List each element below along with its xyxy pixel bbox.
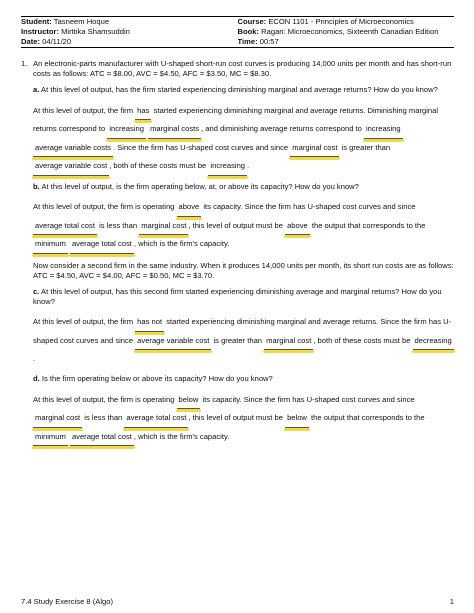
- page-number: 1: [449, 597, 454, 607]
- answer-blank[interactable]: minimum: [33, 235, 68, 254]
- answer-text: .: [33, 354, 36, 364]
- answer-blank[interactable]: average variable costs: [33, 139, 113, 158]
- answer-text: .: [247, 161, 250, 171]
- question-content: [21, 59, 454, 446]
- answer-blank[interactable]: marginal cost: [33, 409, 82, 428]
- answer-text: , this level of output must be: [188, 413, 283, 423]
- answer-blank[interactable]: average variable cost: [33, 157, 109, 176]
- part-a: [21, 85, 454, 176]
- part-d-label: d.: [33, 373, 40, 383]
- answer-blank[interactable]: average total cost: [70, 428, 134, 447]
- answer-blank[interactable]: has not: [135, 313, 164, 332]
- answer-blank[interactable]: average total cost: [33, 217, 97, 236]
- answer-text: is less than: [99, 220, 138, 230]
- part-a-label: a.: [33, 84, 40, 94]
- student-name: Tasneem Hoque: [53, 17, 110, 26]
- part-d-answer: [33, 391, 454, 447]
- part-c-question: [33, 287, 454, 307]
- answer-text: , both of these costs must be: [109, 161, 207, 171]
- answer-blank[interactable]: below: [177, 391, 201, 410]
- part-b-question-text: At this level of output, is the firm operating below, at, or above its capacity? How do you know?: [41, 181, 359, 191]
- answer-text: its capacity. Since the firm has U-shaped cost curves and since: [202, 394, 415, 404]
- answer-blank[interactable]: above: [177, 198, 202, 217]
- time-value: 00:57: [259, 37, 279, 46]
- course-cell: [238, 17, 455, 27]
- book-cell: [238, 27, 455, 37]
- answer-blank[interactable]: marginal cost: [139, 217, 188, 236]
- part-a-question: [33, 85, 454, 95]
- question-number: 1.: [21, 59, 28, 68]
- answer-text: the output that corresponds to the: [311, 220, 426, 230]
- part-c-answer: [33, 313, 454, 368]
- part-b-question: [33, 182, 454, 192]
- answer-text: , which is the firm's capacity.: [133, 239, 230, 249]
- part-c: [21, 287, 454, 368]
- answer-blank[interactable]: minimum: [33, 428, 68, 447]
- book-title: Ragan: Microeconomics, Sixteenth Canadian Edition: [261, 27, 439, 36]
- part-a-answer: [33, 102, 454, 176]
- part-d-question: [33, 374, 454, 384]
- answer-blank[interactable]: average total cost: [70, 235, 134, 254]
- answer-text: started experiencing diminishing marginal and average returns. Since the firm has U-shaped cost curves and since: [33, 317, 452, 345]
- student-cell: [21, 17, 238, 27]
- header-table: [21, 16, 454, 48]
- answer-blank[interactable]: average total cost: [124, 409, 188, 428]
- part-c-label: c.: [33, 286, 40, 296]
- time-cell: [238, 37, 455, 47]
- answer-blank[interactable]: marginal costs: [148, 120, 201, 139]
- page-footer: [21, 597, 454, 607]
- part-b-label: b.: [33, 181, 40, 191]
- answer-blank[interactable]: increasing: [208, 157, 247, 176]
- answer-text: . Since the firm has U-shaped cost curves and since: [112, 142, 289, 152]
- part-c-question-text: At this level of output, has this second firm started experiencing diminishing average and marginal returns? How do you know?: [33, 286, 442, 306]
- instructor-name: Mirttika Shamsuddin: [61, 27, 130, 36]
- answer-text: At this level of output, the firm is operating: [33, 202, 175, 212]
- answer-blank[interactable]: increasing: [107, 120, 146, 139]
- course-name: ECON 1101 - Principles of Microeconomics: [268, 17, 414, 26]
- answer-text: its capacity. Since the firm has U-shaped cost curves and since: [203, 202, 416, 212]
- part-d-question-text: Is the firm operating below or above its capacity? How do you know?: [41, 373, 273, 383]
- date-cell: [21, 37, 238, 47]
- answer-blank[interactable]: has: [135, 102, 151, 121]
- answer-text: , both of these costs must be: [313, 335, 411, 345]
- part-b-answer: [33, 198, 454, 254]
- answer-blank[interactable]: marginal cost: [264, 332, 313, 351]
- part-a-question-text: At this level of output, has the firm started experiencing diminishing marginal and average returns? How do you know?: [41, 84, 438, 94]
- part-b: [21, 182, 454, 281]
- answer-blank[interactable]: increasing: [364, 120, 403, 139]
- question-1: [21, 59, 454, 79]
- answer-blank[interactable]: decreasing: [413, 332, 454, 351]
- date-label: Date:: [21, 37, 40, 46]
- time-label: Time:: [237, 37, 258, 46]
- answer-text: At this level of output, the firm: [33, 105, 134, 115]
- answer-blank[interactable]: average variable cost: [135, 332, 211, 351]
- answer-text: started experiencing diminishing marginal and average returns. Diminishing marginal returns correspond to: [33, 105, 439, 134]
- answer-text: is greater than: [341, 142, 391, 152]
- footer-title: 7.4 Study Exercise 8 (Algo): [21, 597, 114, 607]
- answer-blank[interactable]: above: [285, 217, 310, 236]
- answer-text: At this level of output, the firm: [33, 317, 134, 327]
- answer-text: At this level of output, the firm is operating: [33, 394, 175, 404]
- answer-text: , which is the firm's capacity.: [133, 431, 230, 441]
- instructor-label: Instructor:: [21, 27, 59, 36]
- second-firm-intro: Now consider a second firm in the same industry. When it produces 14,000 units per month, its short run costs are as follows: ATC = $4.50, AVC = $4.00, AFC = $0.50, MC = $3.70.: [33, 260, 454, 280]
- answer-text: , and diminishing average returns correspond to: [201, 124, 362, 134]
- book-label: Book:: [237, 27, 260, 36]
- answer-text: is less than: [84, 413, 123, 423]
- answer-text: , this level of output must be: [188, 220, 283, 230]
- part-d: [21, 374, 454, 446]
- answer-text: is greater than: [213, 335, 263, 345]
- course-label: Course:: [237, 17, 267, 26]
- answer-text: the output that corresponds to the: [311, 413, 425, 423]
- instructor-cell: [21, 27, 238, 37]
- answer-blank[interactable]: marginal cost: [290, 139, 339, 158]
- answer-blank[interactable]: below: [285, 409, 309, 428]
- student-label: Student:: [21, 17, 52, 26]
- question-intro: An electronic-parts manufacturer with U-shaped short-run cost curves is producing 14,000 units per month and has short-run costs as follows: ATC = $8.00, AVC = $4.50, AFC = $3.50, MC = $8.30.: [33, 59, 452, 78]
- date-value: 04/11/20: [42, 37, 72, 46]
